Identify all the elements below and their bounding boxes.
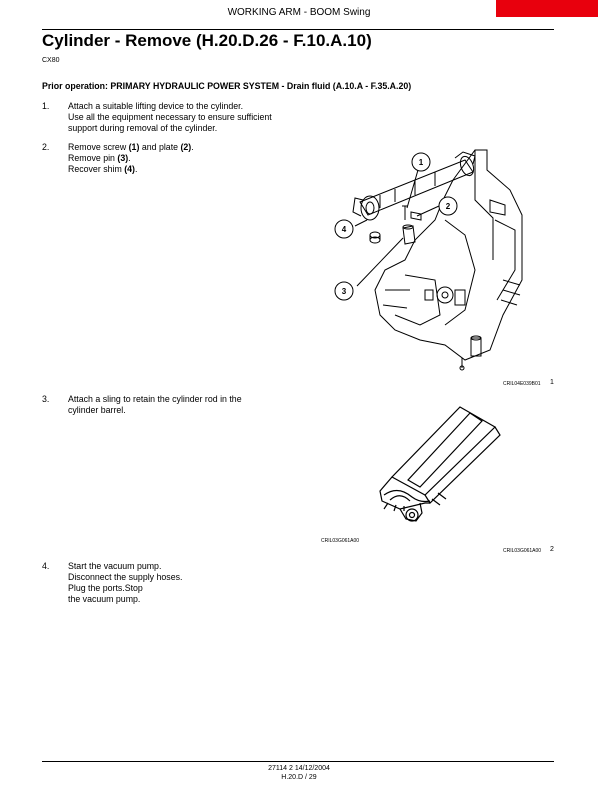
step-line: Plug the ports.Stop	[68, 583, 143, 593]
footer-date: 27114 2 14/12/2004	[268, 765, 330, 772]
figure-2-inner-caption: CRIL03G061A00	[321, 538, 360, 544]
step-line: cylinder barrel.	[68, 405, 126, 415]
callout-4: 4	[341, 225, 347, 234]
step-number: 4.	[42, 561, 50, 571]
callout-3: 3	[341, 287, 347, 296]
footer-rule	[42, 761, 554, 762]
figure-1-drawing	[325, 140, 530, 375]
page-title: Cylinder - Remove (H.20.D.26 - F.10.A.10)	[42, 31, 372, 50]
step-number: 1.	[42, 101, 50, 111]
figure-2-number: 2	[550, 546, 554, 553]
step-line: Attach a sling to retain the cylinder rod in the	[68, 394, 242, 404]
step-number: 2.	[42, 142, 50, 152]
figure-1-number: 1	[550, 379, 554, 386]
header-rule	[42, 29, 554, 30]
model-label: CX80	[42, 57, 60, 64]
step-line: Recover shim (4).	[68, 164, 138, 174]
figure-2-drawing	[370, 405, 520, 530]
page-header: WORKING ARM - BOOM Swing	[227, 7, 371, 18]
step-line: Attach a suitable lifting device to the cylinder.	[68, 101, 244, 111]
step-line: Disconnect the supply hoses.	[68, 572, 183, 582]
step-line: Remove screw (1) and plate (2).	[68, 142, 194, 152]
step-line: Use all the equipment necessary to ensure sufficient	[68, 112, 272, 122]
figure-1-caption: CRIL04E039B01	[503, 381, 541, 387]
step-line: Start the vacuum pump.	[68, 561, 162, 571]
step-line: the vacuum pump.	[68, 594, 141, 604]
step-number: 3.	[42, 394, 50, 404]
prior-operation: Prior operation: PRIMARY HYDRAULIC POWER SYSTEM - Drain fluid (A.10.A - F.35.A.20)	[42, 81, 412, 91]
callout-2: 2	[445, 202, 451, 211]
step-line: Remove pin (3).	[68, 153, 131, 163]
footer-page: H.20.D / 29	[281, 774, 317, 781]
figure-2-caption: CRIL03G061A00	[503, 548, 542, 554]
step-line: support during removal of the cylinder.	[68, 123, 218, 133]
callout-1: 1	[418, 158, 424, 167]
